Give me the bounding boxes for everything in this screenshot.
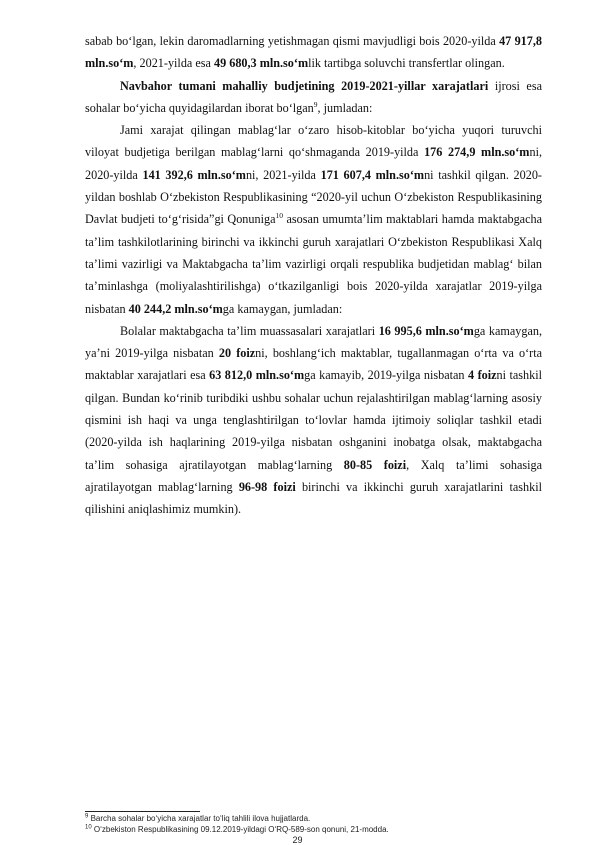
- section-heading-inline: Navbahor tumani mahalliy budjetining 2019-2021-yillar xarajatlari: [120, 78, 489, 93]
- text-run: birinchi va ikkinchi guruh xarajatlarini tashkil qilishini aniqlashimiz mumkin).: [85, 479, 542, 517]
- amount-2019: 176 274,9 mln.so‘m: [424, 145, 530, 160]
- amount-2021: 171 607,4 mln.so‘m: [320, 167, 425, 182]
- footnote-number: 10: [85, 823, 92, 830]
- paragraph-3: [85, 119, 542, 320]
- document-body: [85, 30, 542, 521]
- amount-2020: 141 392,6 mln.so‘m: [142, 167, 246, 182]
- text-run: asosan umumta’lim maktablari hamda maktabgacha ta’lim tashkilotlarining birinchi va ikkinchi guruh xarajatlari O‘zbekiston Respublikasi Xalq ta’limi vazirligi va Maktabgacha ta’lim vazirligi orqali respublika budjetidan mablag‘ bilan ta’minlashga (moliyalashtirilishga) o‘tkazilganligi bois 2020-yilda xarajatlar 2019-yilga nisbatan: [85, 212, 542, 316]
- text-run: lik tartibga soluvchi transfertlar olingan.: [308, 56, 505, 71]
- percent-range-preschool: 80-85 foizi: [343, 457, 407, 472]
- text-run: ga kamayib, 2019-yilga nisbatan: [304, 368, 469, 383]
- paragraph-4: [85, 320, 542, 521]
- percent-preschool: 20 foiz: [218, 346, 256, 361]
- percent-range-education: 96-98 foizi: [238, 479, 296, 494]
- text-run: , Xalq ta’limi sohasiga ajratilayotgan mablag‘larning: [85, 457, 542, 494]
- footnote-ref-10: 10: [275, 211, 283, 221]
- text-run: ga kamaygan, ya’ni 2019-yilga nisbatan: [85, 323, 542, 361]
- text-run: sabab bo‘lgan, lekin daromadlarning yetishmagan qismi mavjudligi bois 2020-yilda: [85, 34, 500, 48]
- footnote-text: Barcha sohalar bo‘yicha xarajatlar to‘liq tahlili ilova hujjatlarda.: [88, 814, 311, 823]
- amount-decrease: 40 244,2 mln.so‘m: [128, 301, 223, 316]
- paragraph-2: [85, 75, 542, 120]
- footnotes: [85, 814, 542, 835]
- text-run: ijrosi esa sohalar bo‘yicha quyidagilardan iborat bo‘lgan: [85, 78, 542, 115]
- amount-2020: 47 917,8 mln.so‘m: [85, 34, 543, 71]
- footnote-divider: [85, 811, 200, 812]
- text-run: Jami xarajat qilingan mablag‘lar o‘zaro hisob-kitoblar bo‘yicha yuqori turuvchi viloyat budjetiga berilgan mablag‘larni qo‘shmaganda 2019-yilda: [85, 123, 542, 160]
- amount-preschool: 16 995,6 mln.so‘m: [378, 323, 474, 338]
- amount-schools: 63 812,0 mln.so‘m: [209, 368, 305, 383]
- footnote-ref-9: 9: [313, 99, 318, 109]
- text-run: ni, 2021-yilda: [245, 167, 321, 182]
- text-run: , jumladan:: [317, 100, 373, 115]
- footnote-10: [85, 825, 542, 836]
- text-run: Bolalar maktabgacha ta’lim muassasalari xarajatlari: [120, 323, 379, 338]
- text-run: ni tashkil qilgan. Bundan ko‘rinib turibdiki ushbu sohalar uchun rejalashtirilgan mablag‘larning asosiy qismini ish haqi va unga tenglashtirilgan to‘lovlar hamda ijtimoiy soliqlar tashkil etadi (2020-yilda ish haqlarining 2019-yilga nisbatan oshganini inobatga olsak, maktabgacha ta’lim sohasiga ajratilayotgan mablag‘larning: [85, 368, 543, 472]
- text-run: , 2021-yilda esa: [133, 56, 214, 71]
- text-run: ga kamaygan, jumladan:: [222, 301, 343, 316]
- footnote-9: [85, 814, 542, 825]
- text-run: ni tashkil qilgan. 2020-yildan boshlab O‘zbekiston Respublikasining “2020-yil uchun O‘zbekiston Respublikasining Davlat budjeti to‘g‘risida”gi Qonuniga: [85, 167, 542, 227]
- footnote-text: O‘zbekiston Respublikasining 09.12.2019-yildagi O‘RQ-589-son qonuni, 21-modda.: [91, 824, 389, 834]
- text-run: ni, 2020-yilda: [85, 145, 542, 182]
- text-run: ni, boshlang‘ich maktablar, tugallanmagan o‘rta va o‘rta maktablar xarajatlari esa: [85, 346, 542, 383]
- paragraph-1: [85, 30, 542, 75]
- footnote-number: 9: [85, 813, 89, 820]
- percent-schools: 4 foiz: [468, 368, 497, 383]
- amount-2021: 49 680,3 mln.so‘m: [213, 56, 309, 71]
- page-number: 29: [292, 835, 303, 845]
